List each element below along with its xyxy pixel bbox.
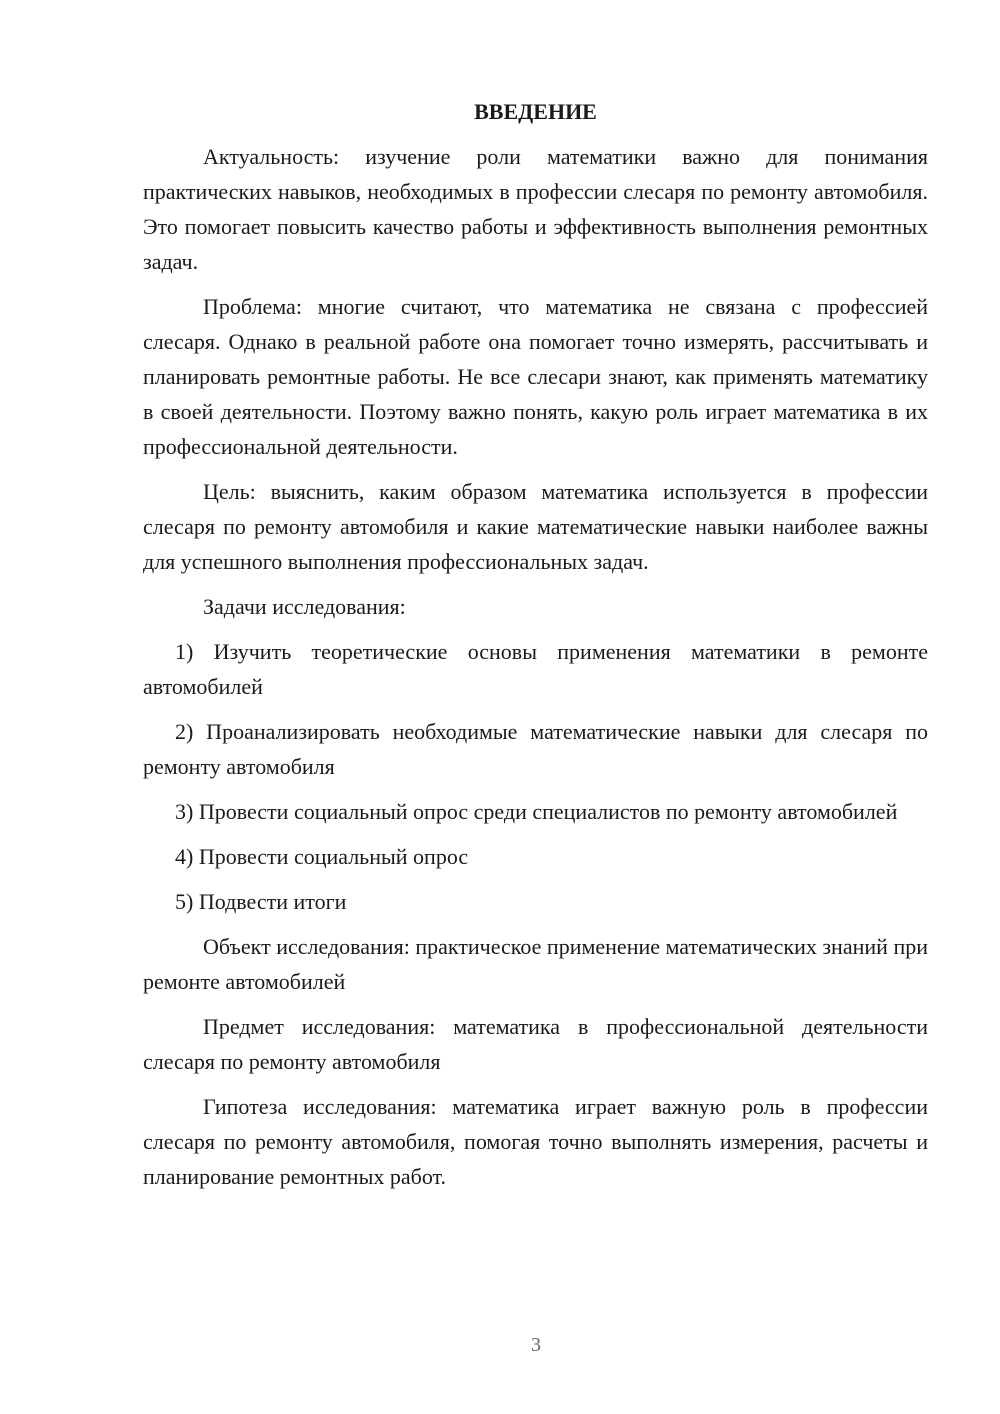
relevance-paragraph: Актуальность: изучение роли математики важно для понимания практических навыков, необходимых в профессии слесаря по ремонту автомобиля. Это помогает повысить качество работы и эффективность выполнения ремонтных задач.: [143, 144, 928, 274]
task-item-4: 4) Провести социальный опрос: [175, 844, 469, 869]
task-item-5: 5) Подвести итоги: [175, 889, 347, 914]
task-item-1: 1) Изучить теоретические основы применения математики в ремонте автомобилей: [143, 639, 928, 699]
problem-paragraph: Проблема: многие считают, что математика не связана с профессией слесаря. Однако в реальной работе она помогает точно измерять, рассчитывать и планировать ремонтные работы. Не все слесари знают, как применять математику в своей деятельности. Поэтому важно понять, какую роль играет математика в их профессиональной деятельности.: [143, 294, 928, 459]
task-item-2: 2) Проанализировать необходимые математические навыки для слесаря по ремонту автомобиля: [143, 719, 928, 779]
tasks-heading: Задачи исследования:: [203, 594, 406, 619]
hypothesis-paragraph: Гипотеза исследования: математика играет важную роль в профессии слесаря по ремонту автомобиля, помогая точно выполнять измерения, расчеты и планирование ремонтных работ.: [143, 1094, 928, 1189]
object-paragraph: Объект исследования: практическое применение математических знаний при ремонте автомобилей: [143, 934, 928, 994]
section-title: ВВЕДЕНИЕ: [474, 99, 597, 124]
goal-paragraph: Цель: выяснить, каким образом математика используется в профессии слесаря по ремонту автомобиля и какие математические навыки наиболее важны для успешного выполнения профессиональных задач.: [143, 479, 928, 574]
page-number: 3: [531, 1334, 541, 1356]
task-item-3: 3) Провести социальный опрос среди специалистов по ремонту автомобилей: [175, 799, 898, 824]
page-content: [143, 94, 928, 1204]
subject-paragraph: Предмет исследования: математика в профессиональной деятельности слесаря по ремонту автомобиля: [143, 1014, 928, 1074]
